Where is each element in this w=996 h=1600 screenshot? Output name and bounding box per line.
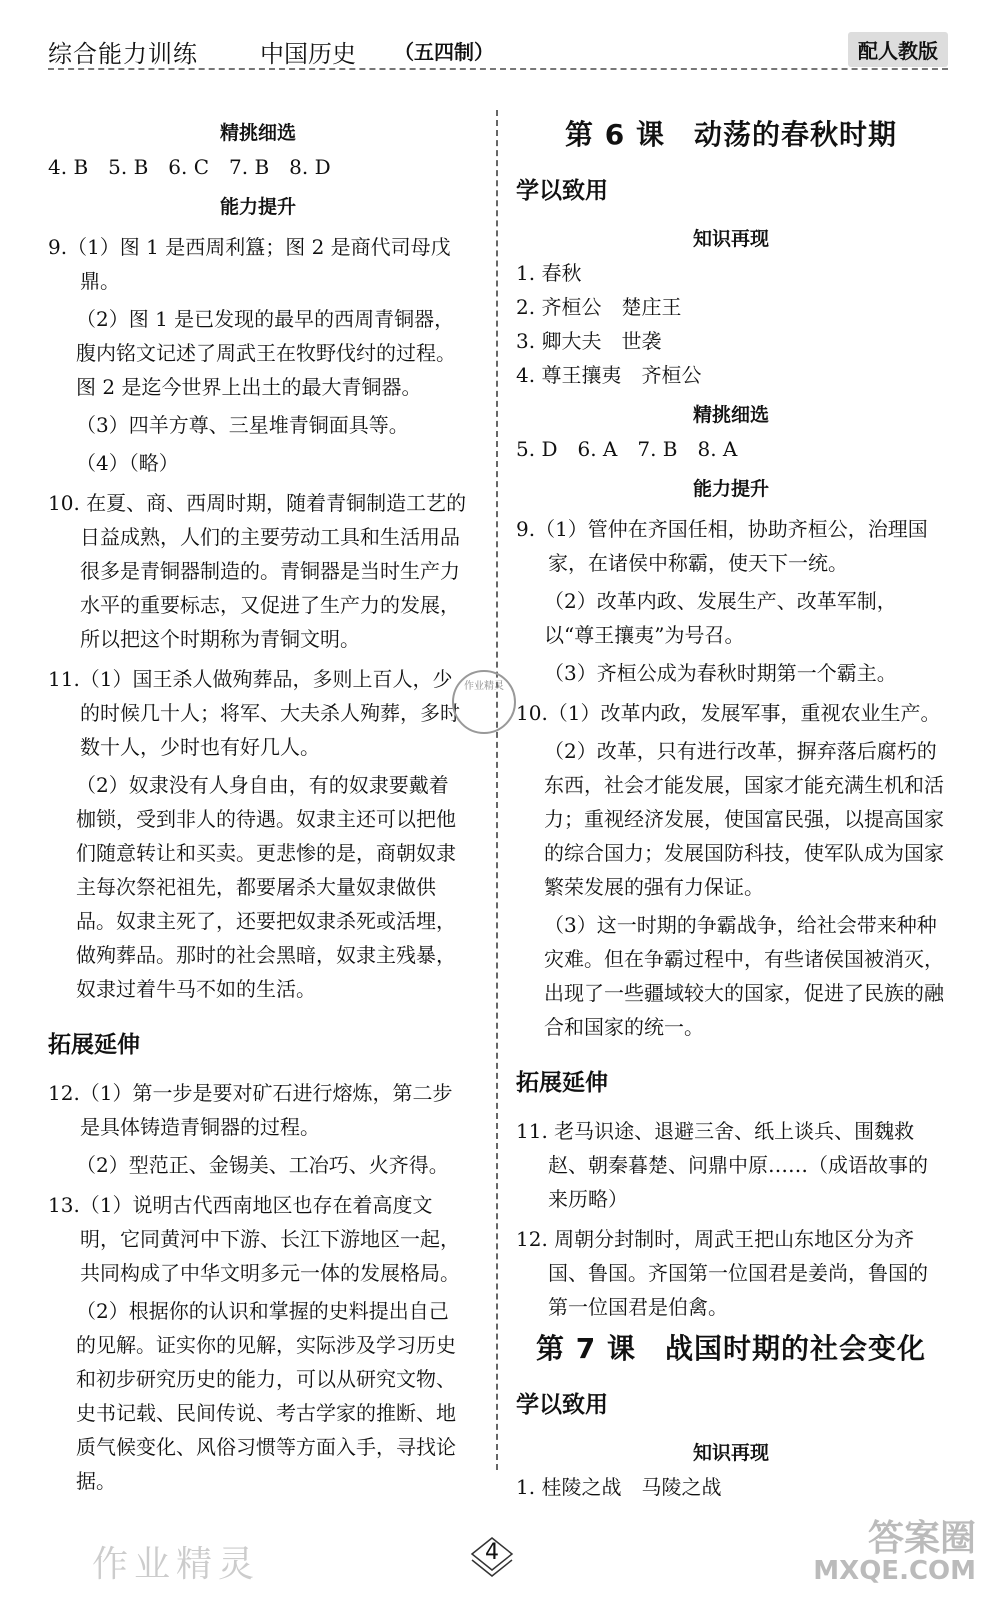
answer-12-2: （2）型范正、金锡美、工冶巧、火齐得。: [76, 1153, 449, 1177]
answer-10: 10. 在夏、商、西周时期，随着青铜制造工艺的日益成熟，人们的主要劳动工具和生活用品很多是青铜器制造的。青铜器是当时生产力水平的重要标志，又促进了生产力的发展，所以把这个时期称为青铜文明。: [48, 491, 467, 651]
knowledge-2: 2. 齐桓公 楚庄王: [516, 295, 682, 319]
subheading-ability: 能力提升: [692, 478, 769, 500]
answer-9-4: （4）（略）: [76, 451, 179, 475]
answers-5-8: 5. D 6. A 7. B 8. A: [516, 437, 738, 461]
answer-13-2: （2）根据你的认识和掌握的史料提出自己的见解。证实你的见解，实际涉及学习历史和初步研究历史的能力，可以从研究文物、史书记载、民间传说、考古学家的推断、地质气候变化、风俗习惯等方面入手，寻找论据。: [76, 1299, 456, 1493]
answer-9-3: （3）四羊方尊、三星堆青铜面具等。: [76, 413, 409, 437]
edition-badge: 配人教版: [848, 32, 948, 67]
knowledge-3: 3. 卿大夫 世袭: [516, 329, 662, 353]
knowledge-1: 1. 春秋: [516, 261, 582, 285]
answer-10-3: （3）这一时期的争霸战争，给社会带来种种灾难。但在争霸过程中，有些诸侯国被消灭，出现了一些疆域较大的国家，促进了民族的融合和国家的统一。: [544, 913, 944, 1039]
subheading-knowledge: 知识再现: [692, 228, 769, 250]
answer-11-1: 11.（1）国王杀人做殉葬品，多则上百人，少的时候几十人；将军、大夫杀人殉葬，多时数十人，少时也有好几人。: [48, 667, 460, 759]
answer-9-3: （3）齐桓公成为春秋时期第一个霸主。: [544, 661, 897, 685]
section-extension: 拓展延伸: [48, 1032, 140, 1058]
subject-title: 中国历史: [260, 40, 356, 68]
header-divider: [48, 68, 948, 70]
lesson-6-title: 第 6 课 动荡的春秋时期: [565, 118, 897, 151]
answer-10-1: 10.（1）改革内政，发展军事，重视农业生产。: [516, 701, 941, 725]
page-number: [462, 1536, 522, 1576]
answer-12-1: 12.（1）第一步是要对矿石进行熔炼，第二步是具体铸造青铜器的过程。: [48, 1081, 453, 1139]
watermark-right-bottom: MXQE.COM: [813, 1556, 976, 1586]
section-apply: 学以致用: [516, 178, 608, 204]
answer-12: 12. 周朝分封制时，周武王把山东地区分为齐国、鲁国。齐国第一位国君是姜尚，鲁国的第一位国君是伯禽。: [516, 1227, 928, 1319]
answer-9-2: （2）图 1 是已发现的最早的西周青铜器，腹内铭文记述了周武王在牧野伐纣的过程。图 2 是迄今世界上出土的最大青铜器。: [76, 307, 456, 399]
answer-10-2: （2）改革，只有进行改革，摒弃落后腐朽的东西，社会才能发展，国家才能充满生机和活力；重视经济发展，使国富民强，以提高国家的综合国力；发展国防科技，使军队成为国家繁荣发展的强有力保证。: [544, 739, 944, 899]
subheading-ability: 能力提升: [219, 196, 296, 218]
section-apply: 学以致用: [516, 1392, 608, 1418]
watermark-stamp: 作业精灵: [452, 670, 516, 734]
lesson-7-title: 第 7 课 战国时期的社会变化: [536, 1332, 926, 1365]
watermark-right-top: 答案圈: [867, 1518, 976, 1559]
answer-11: 11. 老马识途、退避三舍、纸上谈兵、围魏救赵、朝秦暮楚、问鼎中原……（成语故事的来历略）: [516, 1119, 928, 1211]
book-title: 综合能力训练: [48, 40, 198, 68]
answer-11-2: （2）奴隶没有人身自由，有的奴隶要戴着枷锁，受到非人的待遇。奴隶主还可以把他们随意转让和买卖。更悲惨的是，商朝奴隶主每次祭祀祖先，都要屠杀大量奴隶做供品。奴隶主死了，还要把奴隶杀死或活埋，做殉葬品。那时的社会黑暗，奴隶主残暴，奴隶过着牛马不如的生活。: [76, 773, 456, 1001]
watermark-left: 作业精灵: [92, 1544, 261, 1585]
answer-9-2: （2）改革内政、发展生产、改革军制，以“尊王攘夷”为号召。: [544, 589, 897, 647]
edition-label: （五四制）: [394, 40, 494, 64]
answer-9-1: 9.（1）图 1 是西周利簋；图 2 是商代司母戊鼎。: [48, 235, 451, 293]
column-divider: [496, 110, 498, 1470]
answer-13-1: 13.（1）说明古代西南地区也存在着高度文明，它同黄河中下游、长江下游地区一起，共同构成了中华文明多元一体的发展格局。: [48, 1193, 460, 1285]
page-header: [48, 30, 948, 70]
subheading-selection: 精挑细选: [219, 122, 296, 144]
subheading-selection: 精挑细选: [692, 404, 769, 426]
page-number-text: 4: [485, 1540, 499, 1565]
subheading-knowledge: 知识再现: [692, 1442, 769, 1464]
right-column: [516, 110, 946, 1504]
knowledge-4: 4. 尊王攘夷 齐桓公: [516, 363, 702, 387]
knowledge-7-1: 1. 桂陵之战 马陵之战: [516, 1475, 722, 1499]
section-extension: 拓展延伸: [516, 1070, 608, 1096]
answer-9-1: 9.（1）管仲在齐国任相，协助齐桓公，治理国家，在诸侯中称霸，使天下一统。: [516, 517, 928, 575]
left-column: [48, 110, 468, 1498]
answers-4-8: 4. B 5. B 6. C 7. B 8. D: [48, 155, 331, 179]
